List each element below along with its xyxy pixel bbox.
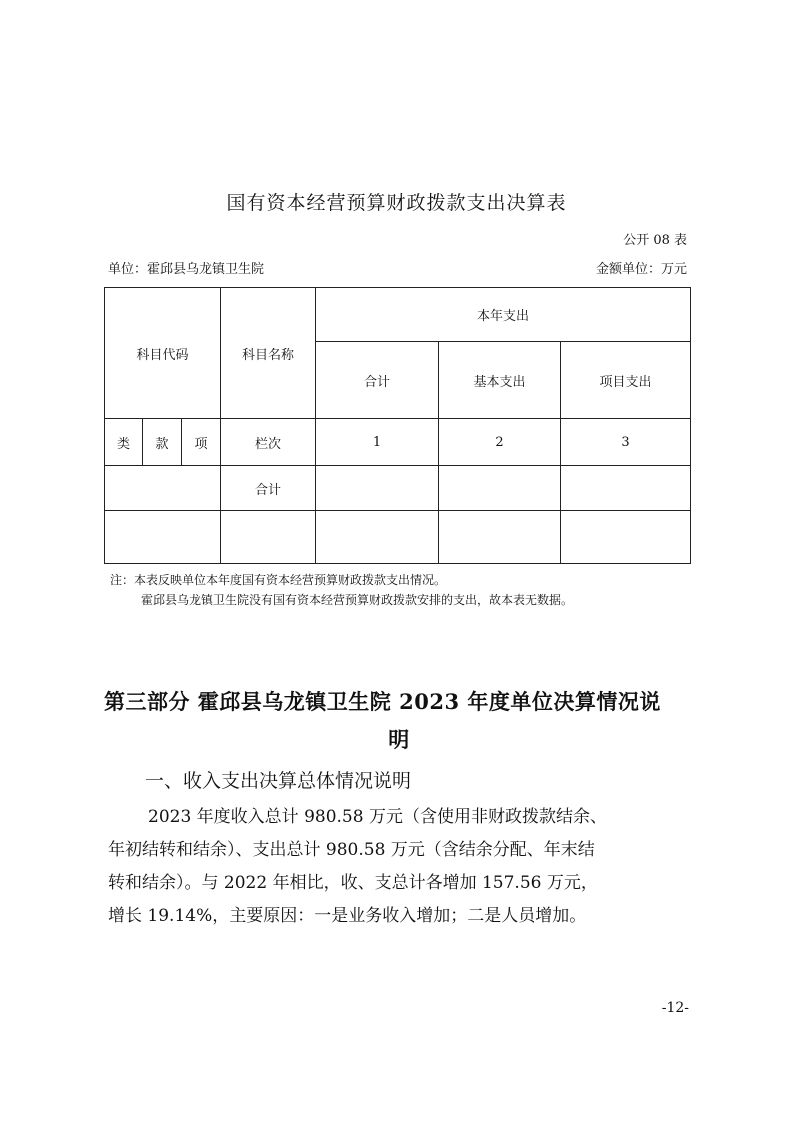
- table-row: [105, 466, 691, 511]
- cell-empty: [105, 511, 221, 564]
- cell-empty: [105, 466, 221, 511]
- table-note-line1: 注：本表反映单位本年度国有资本经营预算财政拨款支出情况。: [110, 573, 447, 587]
- header-subject-name: 科目名称: [221, 288, 316, 419]
- subheading: 一、收入支出决算总体情况说明: [145, 770, 412, 792]
- header-subject-code: 科目代码: [105, 288, 221, 419]
- paragraph-line: 2023 年度收入总计 980.58 万元（含使用非财政拨款结余、: [148, 807, 607, 827]
- section-heading: [104, 683, 694, 759]
- header-project: 项目支出: [561, 342, 691, 419]
- cell-empty: [316, 511, 439, 564]
- cell-no-3: 3: [561, 419, 691, 466]
- table-title: 国有资本经营预算财政拨款支出决算表: [226, 192, 567, 214]
- table-header-row: [105, 288, 691, 342]
- table-row: [105, 511, 691, 564]
- cell-empty: [221, 511, 316, 564]
- cell-total-label: 合计: [221, 466, 316, 511]
- paragraph-line: 年初结转和结余）、支出总计 980.58 万元（含结余分配、年末结: [108, 840, 595, 860]
- cell-no-2: 2: [439, 419, 561, 466]
- paragraph-line: 增长 19.14%，主要原因：一是业务收入增加；二是人员增加。: [108, 906, 587, 926]
- header-total: 合计: [316, 342, 439, 419]
- table-row: [105, 419, 691, 466]
- cell-empty: [439, 466, 561, 511]
- section-heading-line1: 第三部分 霍邱县乌龙镇卫生院 2023 年度单位决算情况说: [104, 689, 661, 714]
- form-number: 公开 08 表: [623, 233, 687, 248]
- paragraph-line: 转和结余）。与 2022 年相比，收、支总计各增加 157.56 万元，: [108, 873, 598, 893]
- cell-empty: [561, 466, 691, 511]
- budget-table: [104, 287, 691, 564]
- header-current-year: 本年支出: [316, 288, 691, 342]
- cell-empty: [561, 511, 691, 564]
- page-number: -12-: [661, 1000, 689, 1016]
- section-heading-line2: 明: [388, 727, 410, 752]
- cell-item: 项: [182, 419, 221, 466]
- cell-empty: [439, 511, 561, 564]
- header-basic: 基本支出: [439, 342, 561, 419]
- cell-column-no: 栏次: [221, 419, 316, 466]
- reporting-unit: 单位：霍邱县乌龙镇卫生院: [108, 262, 265, 277]
- amount-unit: 金额单位：万元: [595, 262, 687, 277]
- body-paragraph: [108, 801, 692, 933]
- cell-section: 款: [143, 419, 182, 466]
- cell-no-1: 1: [316, 419, 439, 466]
- table-note-line2: 霍邱县乌龙镇卫生院没有国有资本经营预算财政拨款安排的支出，故本表无数据。: [141, 593, 574, 607]
- cell-empty: [316, 466, 439, 511]
- cell-class: 类: [105, 419, 143, 466]
